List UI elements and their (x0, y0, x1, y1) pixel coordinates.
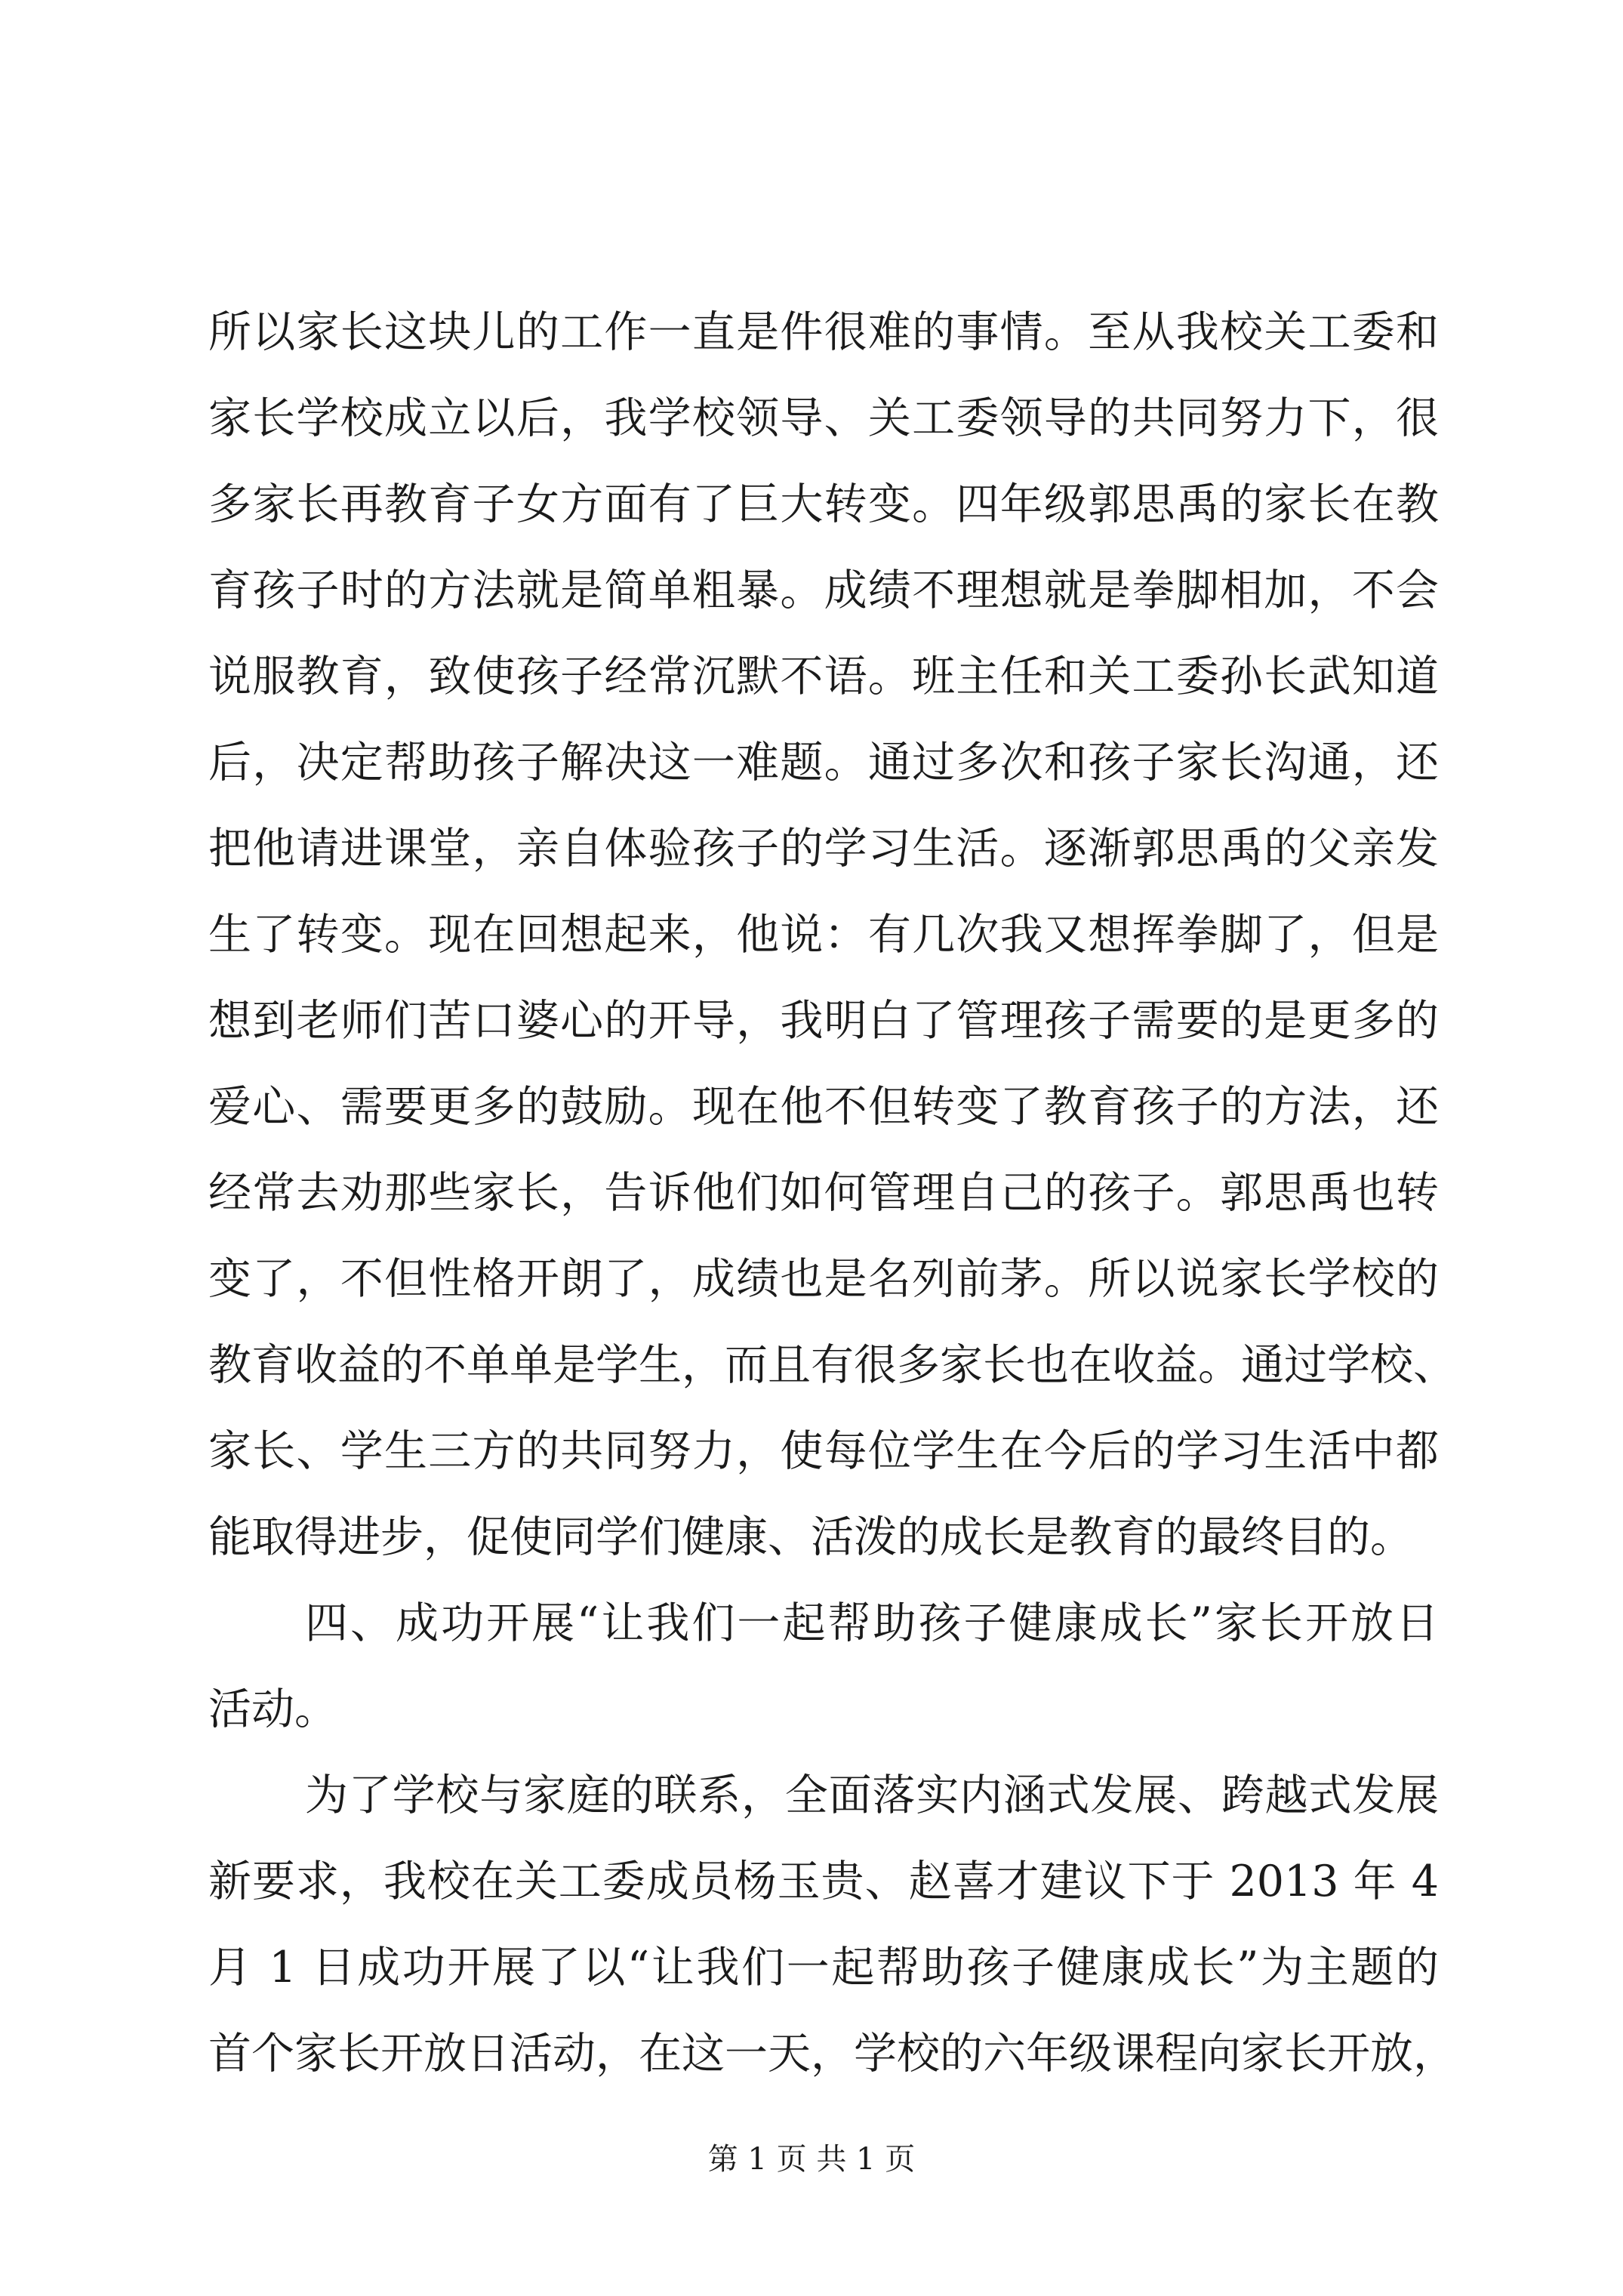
text-line: 教育收益的不单单是学生，而且有很多家长也在收益。通过学校、 (208, 1340, 1456, 1390)
text-line: 所以家长这块儿的工作一直是件很难的事情。至从我校关工委和 (208, 307, 1439, 357)
body-text (208, 289, 1456, 2097)
text-line: 想到老师们苦口婆心的开导，我明白了管理孩子需要的是更多的 (208, 996, 1439, 1046)
text-line: 能取得进步，促使同学们健康、活泼的成长是教育的最终目的。 (208, 1512, 1413, 1562)
text-line: 家长学校成立以后，我学校领导、关工委领导的共同努力下，很 (208, 393, 1439, 443)
text-line: 新要求，我校在关工委成员杨玉贵、赵喜才建议下于 2013 年 4 (208, 1857, 1439, 1906)
text-line: 说服教育，致使孩子经常沉默不语。班主任和关工委孙长武知道 (208, 652, 1439, 701)
text-line: 活动。 (208, 1684, 337, 1734)
text-line: 变了，不但性格开朗了，成绩也是名列前茅。所以说家长学校的 (208, 1254, 1439, 1304)
text-line: 月 1 日成功开展了以“让我们一起帮助孩子健康成长”为主题的 (208, 1943, 1439, 1992)
section-heading: 四、成功开展“让我们一起帮助孩子健康成长”家长开放日 (305, 1598, 1439, 1648)
text-line: 爱心、需要更多的鼓励。现在他不但转变了教育孩子的方法，还 (208, 1082, 1439, 1132)
text-line: 生了转变。现在回想起来，他说：有几次我又想挥拳脚了，但是 (208, 910, 1439, 960)
text-line: 后，决定帮助孩子解决这一难题。通过多次和孩子家长沟通，还 (208, 738, 1439, 787)
text-line: 把他请进课堂，亲自体验孩子的学习生活。逐渐郭思禹的父亲发 (208, 824, 1439, 874)
text-line: 经常去劝那些家长，告诉他们如何管理自己的孩子。郭思禹也转 (208, 1168, 1439, 1218)
text-line: 首个家长开放日活动，在这一天，学校的六年级课程向家长开放， (208, 2029, 1456, 2079)
text-line: 家长、学生三方的共同努力，使每位学生在今后的学习生活中都 (208, 1426, 1439, 1476)
page-number: 第 1 页 共 1 页 (707, 2142, 916, 2177)
page-footer (0, 2137, 1623, 2182)
text-line: 多家长再教育子女方面有了巨大转变。四年级郭思禹的家长在教 (208, 479, 1439, 529)
text-line: 育孩子时的方法就是简单粗暴。成绩不理想就是拳脚相加，不会 (208, 566, 1439, 615)
text-line: 为了学校与家庭的联系，全面落实内涵式发展、跨越式发展 (305, 1771, 1439, 1820)
